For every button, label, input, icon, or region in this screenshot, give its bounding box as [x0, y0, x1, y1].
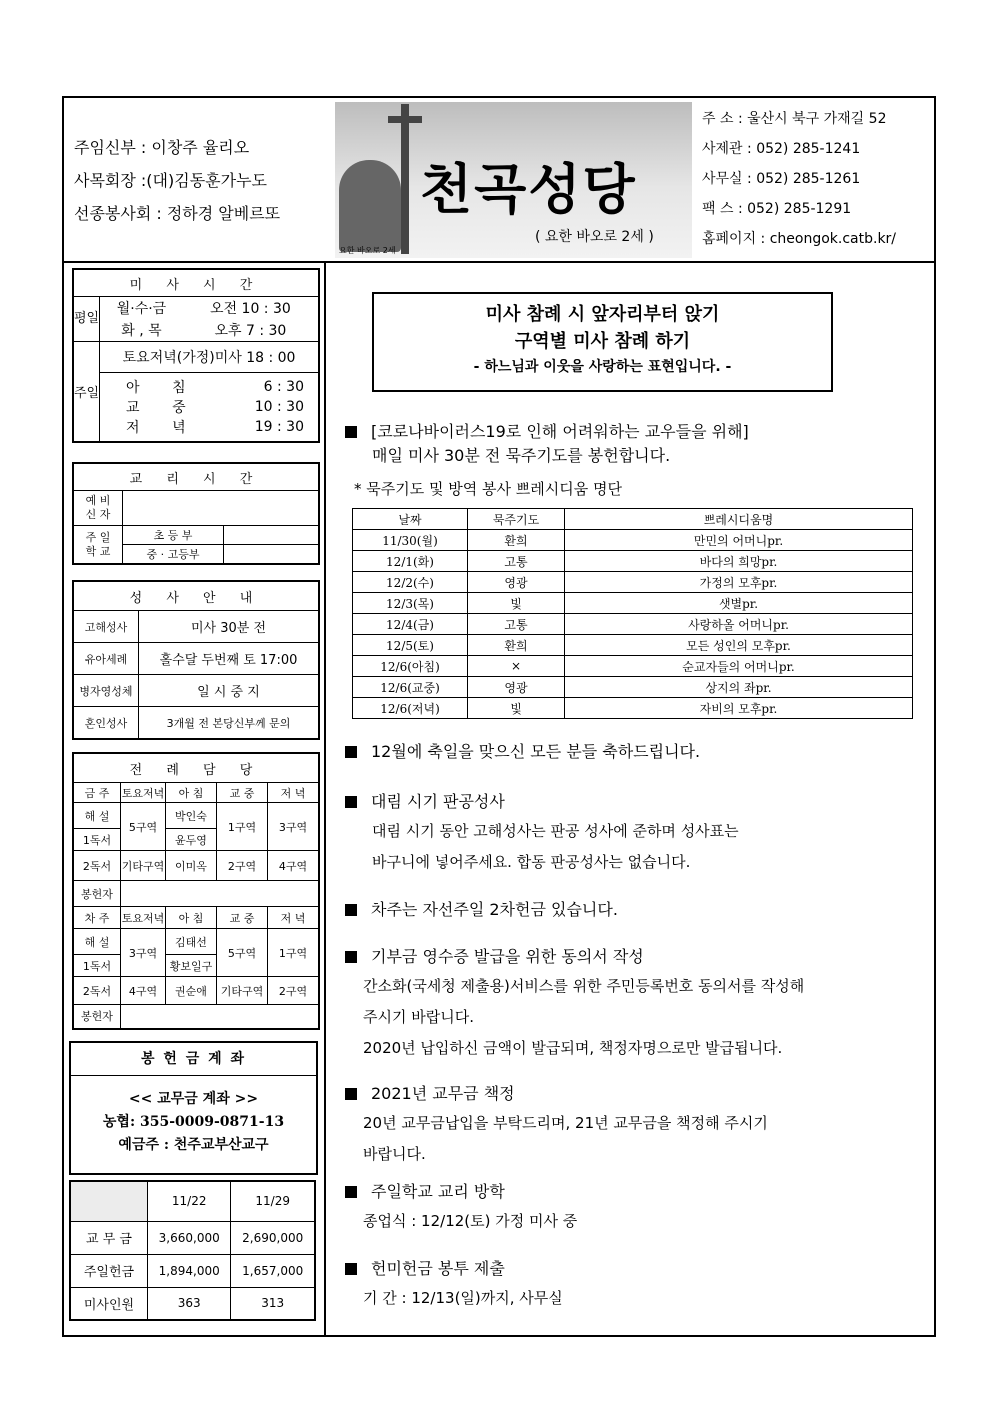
table-row [353, 530, 913, 551]
offering-row-1-v1: 1,894,000 [148, 1254, 231, 1287]
section-school [345, 1180, 577, 1237]
sunday-label: 주일 [73, 342, 100, 443]
weekday-time-2: 오후 7 : 30 [183, 319, 319, 342]
catechism-box [72, 462, 320, 565]
sunday-mass-3-b: 녁 [172, 420, 186, 436]
receipt-body-2: 주시기 바랍니다. [363, 1008, 474, 1026]
envelope-body: 기 간 : 12/13(일)까지, 사무실 [363, 1289, 563, 1307]
week1-commentary-morning: 박인숙 [166, 803, 217, 829]
section-receipt [345, 945, 804, 1064]
sunday-school-label: 주 일 학 교 [73, 526, 123, 565]
rosary-date: 12/1(화) [353, 551, 468, 572]
elementary-time [224, 526, 320, 545]
week1-offer-value [121, 881, 320, 907]
advent-body-2: 바구니에 넣어주세요. 합동 판공성사는 없습니다. [372, 853, 691, 871]
week2-commentary-label: 해 설 [73, 929, 121, 955]
table-row [353, 656, 913, 677]
sunday-mass-1-a: 아 [126, 380, 140, 396]
offering-row-0-v1: 3,660,000 [148, 1221, 231, 1254]
header-staff [74, 131, 280, 230]
catechism-title: 교 리 시 간 [73, 463, 319, 491]
rosary-praesidium: 가정의 모후pr. [565, 572, 913, 593]
rosary-mystery: 영광 [468, 572, 565, 593]
rosary-mystery: 환희 [468, 635, 565, 656]
column-divider [324, 261, 326, 1337]
rosary-head-mystery: 묵주기도 [468, 509, 565, 530]
section-envelope [345, 1257, 563, 1314]
office-phone: 사무실 : 052) 285-1261 [702, 171, 861, 187]
week2-head-3: 교 중 [217, 907, 268, 929]
table-row [353, 677, 913, 698]
week2-reading2-evening: 2구역 [268, 977, 320, 1005]
week1-reading1-morning: 윤두영 [166, 829, 217, 851]
section-charity [345, 898, 618, 922]
section-feast [345, 740, 700, 764]
week2-commentary-main: 5구역 [217, 929, 268, 977]
logo-caption: 요한 바오로 2세 [339, 246, 396, 255]
sacrament-title: 성 사 안 내 [73, 581, 319, 611]
week2-reading2-main: 기타구역 [217, 977, 268, 1005]
week1-head-2: 아 침 [166, 783, 217, 803]
weekday-time-1: 오전 10 : 30 [183, 297, 319, 320]
offering-table-box [69, 1180, 316, 1321]
catechumen-time [123, 491, 320, 526]
confession-value: 미사 30분 전 [139, 611, 320, 643]
week1-reading1-label: 1독서 [73, 829, 121, 851]
fax: 팩 스 : 052) 285-1291 [702, 201, 852, 217]
rosary-date: 12/6(교중) [353, 677, 468, 698]
offering-row-2-v2: 313 [231, 1287, 315, 1320]
rosary-mystery: 빛 [468, 593, 565, 614]
week2-offer-label: 봉헌자 [73, 1005, 121, 1029]
staff-shape [401, 104, 409, 254]
account-title: 봉 헌 금 계 좌 [71, 1043, 316, 1076]
week1-reading2-sat: 기타구역 [121, 851, 166, 881]
dues-heading: 2021년 교무금 책정 [371, 1084, 515, 1103]
notice-line-2: 구역별 미사 참례 하기 [514, 331, 691, 352]
week2-reading1-label: 1독서 [73, 955, 121, 977]
mass-title: 미 사 시 간 [73, 269, 319, 297]
confession-label: 고해성사 [73, 611, 139, 643]
sunday-mass-2-a: 교 [126, 400, 140, 416]
table-row [353, 593, 913, 614]
week1-commentary-label: 해 설 [73, 803, 121, 829]
week1-reading2-evening: 4구역 [268, 851, 320, 881]
bullet-square-icon [345, 796, 357, 808]
address: 주 소 : 울산시 북구 가재길 52 [702, 111, 887, 127]
week2-head-2: 아 침 [166, 907, 217, 929]
offering-row-2-label: 미사인원 [70, 1287, 148, 1320]
sunday-mass-2-time: 10 : 30 [254, 399, 304, 415]
bullet-square-icon [345, 1088, 357, 1100]
rosary-mystery: 환희 [468, 530, 565, 551]
week2-head-1: 토요저녁 [121, 907, 166, 929]
account-number: 농협: 355-0009-0871-13 [102, 1114, 285, 1130]
bullet-square-icon [345, 746, 357, 758]
week1-reading2-main: 2구역 [217, 851, 268, 881]
week2-head-4: 저 녁 [268, 907, 320, 929]
rosary-subheading: * 묵주기도 및 방역 봉사 쁘레시디움 명단 [354, 480, 622, 498]
rosary-praesidium: 모든 성인의 모후pr. [565, 635, 913, 656]
account-holder: 예금주 : 천주교부산교구 [118, 1137, 269, 1153]
advent-heading: 대림 시기 판공성사 [371, 792, 505, 811]
secondary-label: 중 · 고등부 [123, 545, 224, 565]
sunday-mass-3-a: 저 [126, 420, 140, 436]
cross-icon [388, 116, 422, 123]
rosary-mystery: 영광 [468, 677, 565, 698]
bullet-square-icon [345, 1263, 357, 1275]
pope-figure [339, 160, 401, 252]
week1-commentary-evening: 3구역 [268, 803, 320, 851]
week1-head-3: 교 중 [217, 783, 268, 803]
bullet-square-icon [345, 1186, 357, 1198]
sunday-mass-2-b: 중 [172, 400, 186, 416]
rosary-mystery: 고통 [468, 614, 565, 635]
table-row [353, 551, 913, 572]
header-contact [702, 104, 896, 254]
week2-reading2-label: 2독서 [73, 977, 121, 1005]
week2-reading2-morning: 권순애 [166, 977, 217, 1005]
week2-commentary-morning: 김태선 [166, 929, 217, 955]
weekday-days-2: 화 , 목 [100, 319, 183, 342]
week2-commentary-evening: 1구역 [268, 929, 320, 977]
week2-reading1-morning: 황보일구 [166, 955, 217, 977]
week1-offer-label: 봉헌자 [73, 881, 121, 907]
rosary-date: 12/5(토) [353, 635, 468, 656]
section-rosary [345, 420, 749, 468]
rosary-praesidium: 자비의 모후pr. [565, 698, 913, 719]
rosary-date: 12/6(저녁) [353, 698, 468, 719]
notice-line-1: 미사 참례 시 앞자리부터 앉기 [485, 304, 720, 325]
rosary-praesidium: 만민의 어머니pr. [565, 530, 913, 551]
table-row [353, 635, 913, 656]
offering-row-2-v1: 363 [148, 1287, 231, 1320]
week1-head-0: 금 주 [73, 783, 121, 803]
envelope-heading: 헌미헌금 봉투 제출 [371, 1259, 505, 1278]
parish-logo [335, 102, 692, 258]
sick-communion-label: 병자영성체 [73, 675, 139, 707]
week1-reading2-label: 2독서 [73, 851, 121, 881]
week1-commentary-main: 1구역 [217, 803, 268, 851]
offering-row-1-v2: 1,657,000 [231, 1254, 315, 1287]
rosary-praesidium: 순교자들의 어머니pr. [565, 656, 913, 677]
offering-col-1: 11/22 [148, 1181, 231, 1221]
marriage-value: 3개월 전 본당신부께 문의 [139, 707, 320, 740]
rosary-date: 12/2(수) [353, 572, 468, 593]
rosary-praesidium: 샛별pr. [565, 593, 913, 614]
pastor: 주임신부 : 이창주 율리오 [74, 138, 250, 157]
sacrament-box [72, 580, 320, 740]
bullet-square-icon [345, 426, 357, 438]
weekday-label: 평일 [73, 297, 100, 342]
rosary-head-praesidium: 쁘레시디움명 [565, 509, 913, 530]
receipt-body-1: 간소화(국세청 제출용)서비스를 위한 주민등록번호 동의서를 작성해 [363, 977, 805, 995]
weekday-days-1: 월·수·금 [100, 297, 183, 320]
rosary-date: 12/4(금) [353, 614, 468, 635]
table-row [353, 572, 913, 593]
logo-subtitle: ( 요한 바오로 2세 ) [535, 229, 654, 245]
secondary-time [224, 545, 320, 565]
advent-body-1: 대림 시기 동안 고해성사는 판공 성사에 준하며 성사표는 [372, 822, 739, 840]
saturday-mass: 토요저녁(가정)미사 18 : 00 [100, 342, 319, 373]
logo-title: 천곡성당 [420, 157, 637, 221]
offering-col-0 [70, 1181, 148, 1221]
offering-row-0-label: 교 무 금 [70, 1221, 148, 1254]
week1-head-1: 토요저녁 [121, 783, 166, 803]
rosary-table-box [352, 508, 913, 719]
rosary-praesidium: 사랑하올 어머니pr. [565, 614, 913, 635]
rosary-mystery: 고통 [468, 551, 565, 572]
table-row [353, 614, 913, 635]
mass-times-box [72, 268, 320, 443]
elementary-label: 초 등 부 [123, 526, 224, 545]
account-heading: << 교무금 계좌 >> [128, 1091, 259, 1107]
sunday-mass-1-time: 6 : 30 [263, 379, 304, 395]
baptism-value: 홀수달 두번째 토 17:00 [139, 643, 320, 675]
rosary-body: 매일 미사 30분 전 묵주기도를 봉헌합니다. [372, 446, 671, 465]
council-president: 사목회장 :(대)김동훈가누도 [74, 171, 267, 190]
liturgy-box [72, 752, 320, 1030]
sunday-mass-1-b: 침 [172, 380, 186, 396]
rosary-mystery: 빛 [468, 698, 565, 719]
sick-communion-value: 일 시 중 지 [139, 675, 320, 707]
dues-body-2: 바랍니다. [363, 1145, 426, 1163]
week2-head-0: 차 주 [73, 907, 121, 929]
sunday-mass-3-time: 19 : 30 [254, 419, 304, 435]
header-divider [62, 261, 936, 263]
school-heading: 주일학교 교리 방학 [371, 1182, 505, 1201]
week1-head-4: 저 녁 [268, 783, 320, 803]
receipt-body-3: 2020년 납입하신 금액이 발급되며, 책정자명으로만 발급됩니다. [363, 1039, 783, 1057]
offering-row-0-v2: 2,690,000 [231, 1221, 315, 1254]
week2-offer-value [121, 1005, 320, 1029]
offering-row-1-label: 주일헌금 [70, 1254, 148, 1287]
rosary-head-date: 날짜 [353, 509, 468, 530]
notice-line-3: - 하느님과 이웃을 사랑하는 표현입니다. - [473, 359, 732, 375]
table-row [353, 698, 913, 719]
section-advent [345, 790, 739, 878]
catechumen-label: 예 비 신 자 [73, 491, 123, 526]
rosary-heading: [코로나바이러스19로 인해 어려워하는 교우들을 위해] [371, 422, 749, 441]
offering-col-2: 11/29 [231, 1181, 315, 1221]
rosary-mystery: × [468, 656, 565, 677]
rosary-date: 12/3(목) [353, 593, 468, 614]
offering-account-box [69, 1041, 318, 1175]
dues-body-1: 20년 교무금납입을 부탁드리며, 21년 교무금을 책정해 주시기 [363, 1114, 768, 1132]
marriage-label: 혼인성사 [73, 707, 139, 740]
homepage-link[interactable]: 홈페이지 : cheongok.catb.kr/ [702, 231, 897, 247]
funeral-service: 선종봉사회 : 정하경 알베르또 [74, 204, 281, 223]
baptism-label: 유아세례 [73, 643, 139, 675]
charity-heading: 차주는 자선주일 2차헌금 있습니다. [371, 900, 618, 919]
bullet-square-icon [345, 904, 357, 916]
feast-heading: 12월에 축일을 맞으신 모든 분들 축하드립니다. [371, 742, 701, 761]
section-dues [345, 1082, 768, 1170]
rosary-praesidium: 상지의 좌pr. [565, 677, 913, 698]
school-body: 종업식 : 12/12(토) 가정 미사 중 [363, 1212, 578, 1230]
week1-reading2-morning: 이미옥 [166, 851, 217, 881]
notice-box [372, 292, 833, 392]
receipt-heading: 기부금 영수증 발급을 위한 동의서 작성 [371, 947, 644, 966]
rosary-praesidium: 바다의 희망pr. [565, 551, 913, 572]
rectory-phone: 사제관 : 052) 285-1241 [702, 141, 861, 157]
liturgy-title: 전 례 담 당 [73, 753, 319, 783]
week2-commentary-sat: 3구역 [121, 929, 166, 977]
rosary-date: 12/6(아침) [353, 656, 468, 677]
bullet-square-icon [345, 951, 357, 963]
week1-commentary-sat: 5구역 [121, 803, 166, 851]
rosary-date: 11/30(월) [353, 530, 468, 551]
week2-reading2-sat: 4구역 [121, 977, 166, 1005]
